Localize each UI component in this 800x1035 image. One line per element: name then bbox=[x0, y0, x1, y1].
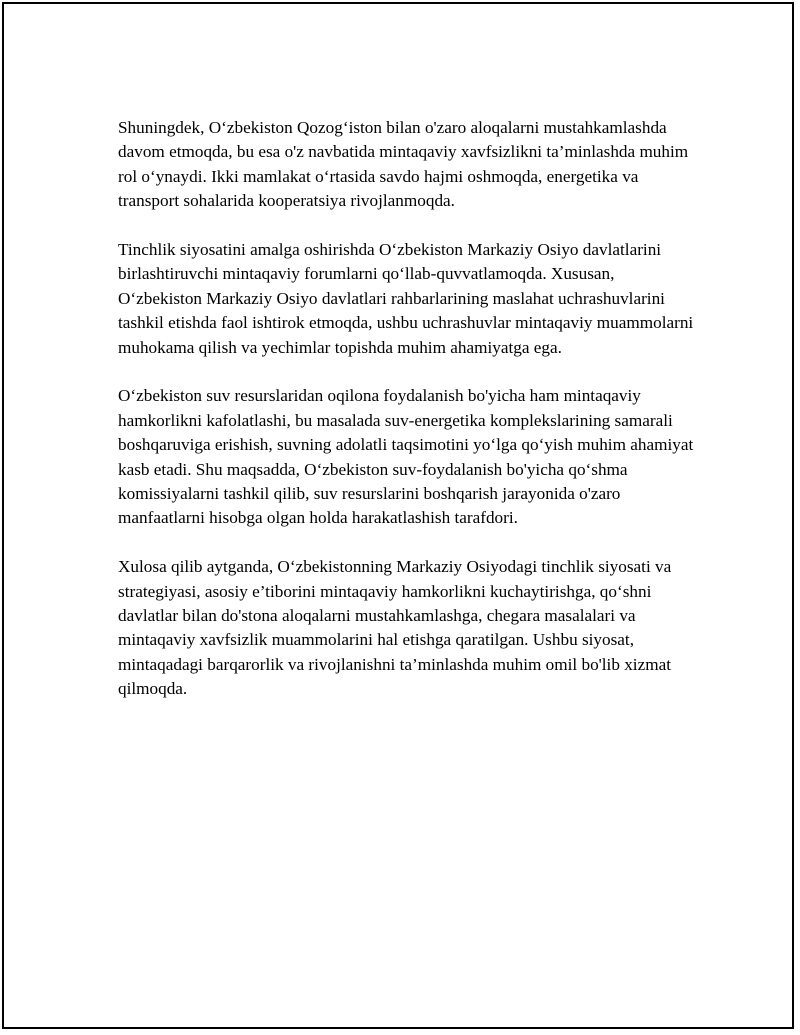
paragraph-regional-forums: Tinchlik siyosatini amalga oshirishda O‘zbekiston Markaziy Osiyo davlatlarini birlashtiruvchi mintaqaviy forumlarni qo‘llab-quvvatlamoqda. Xususan, O‘zbekiston Markaziy Osiyo davlatlari rahbarlarining maslahat uchrashuvlarini tashkil etishda faol ishtirok etmoqda, ushbu uchrashuvlar mintaqaviy muammolarni muhokama qilish va yechimlar topishda muhim ahamiyatga ega. bbox=[118, 240, 694, 357]
document-body bbox=[118, 116, 698, 726]
paragraph-kazakhstan-relations: Shuningdek, O‘zbekiston Qozog‘iston bilan o'zaro aloqalarni mustahkamlashda davom etmoqda, bu esa o'z navbatida mintaqaviy xavfsizlikni ta’minlashda muhim rol o‘ynaydi. Ikki mamlakat o‘rtasida savdo hajmi oshmoqda, energetika va transport sohalarida kooperatsiya rivojlanmoqda. bbox=[118, 118, 689, 211]
paragraph-water-resources: O‘zbekiston suv resurslaridan oqilona foydalanish bo'yicha ham mintaqaviy hamkorlikni kafolatlashi, bu masalada suv-energetika komplekslarining samarali boshqaruviga erishish, suvning adolatli taqsimotini yo‘lga qo‘yish muhim ahamiyat kasb etadi. Shu maqsadda, O‘zbekiston suv-foydalanish bo'yicha qo‘shma komissiyalarni tashkil qilib, suv resurslarini boshqarish jarayonida o'zaro manfaatlarni hisobga olgan holda harakatlashish tarafdori. bbox=[118, 386, 694, 528]
paragraph-conclusion: Xulosa qilib aytganda, O‘zbekistonning Markaziy Osiyodagi tinchlik siyosati va strategiyasi, asosiy e’tiborini mintaqaviy hamkorlikni kuchaytirishga, qo‘shni davlatlar bilan do'stona aloqalarni mustahkamlashga, chegara masalalari va mintaqaviy xavfsizlik muammolarini hal etishga qaratilgan. Ushbu siyosat, mintaqadagi barqarorlik va rivojlanishni ta’minlashda muhim omil bo'lib xizmat qilmoqda. bbox=[118, 557, 672, 699]
